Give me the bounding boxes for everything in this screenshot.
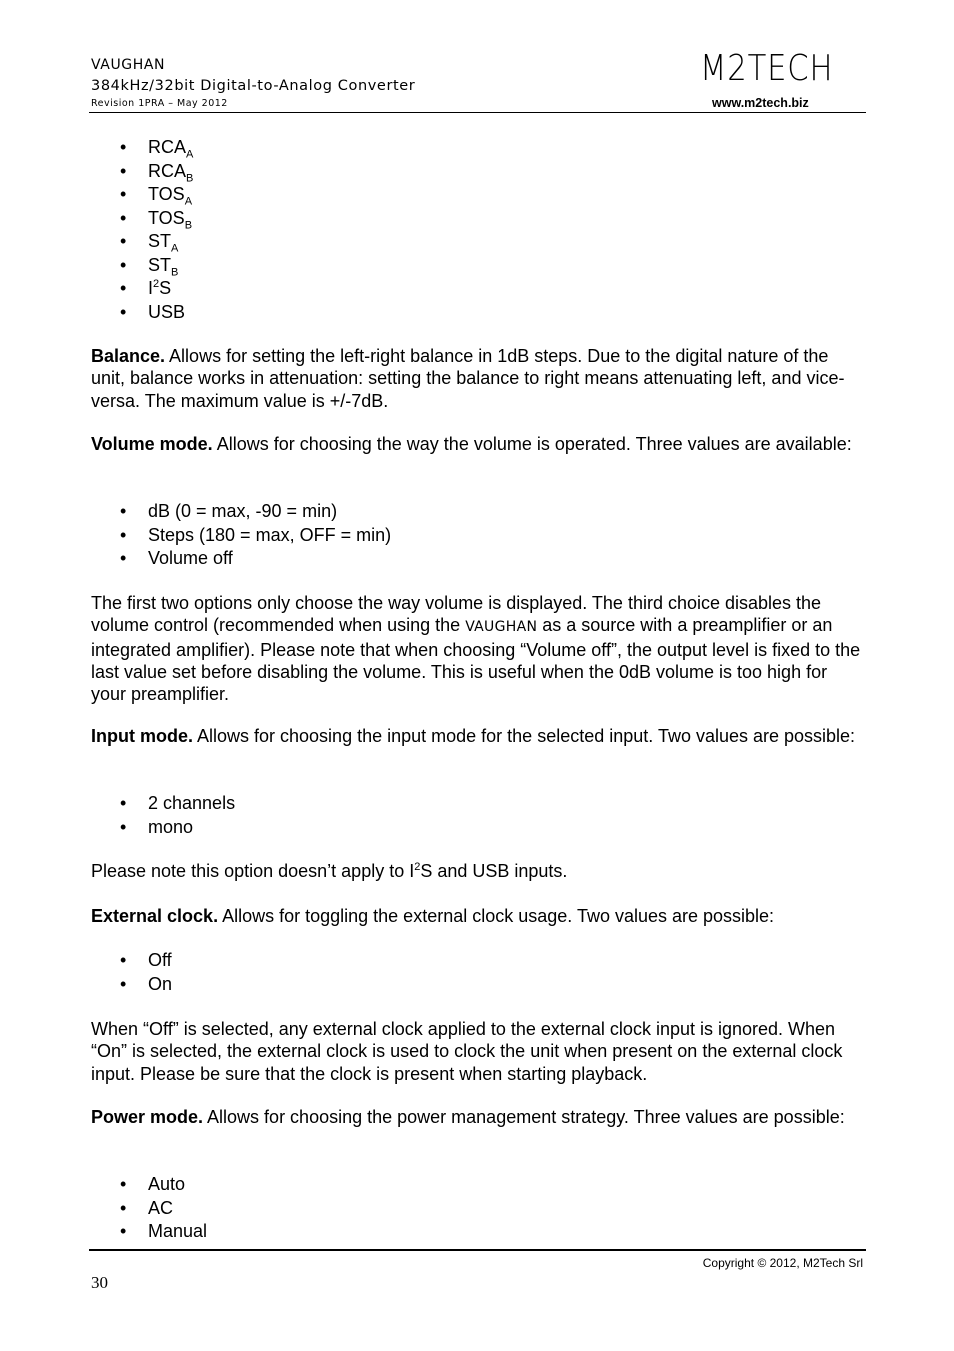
power-mode-text: Allows for choosing the power management strategy. Three values are possible: bbox=[203, 1107, 845, 1127]
bullet-icon: • bbox=[120, 1174, 127, 1194]
header-product-subtitle: 384kHz/32bit Digital-to-Analog Converter bbox=[91, 78, 416, 94]
input-mode-text: Allows for choosing the input mode for the selected input. Two values are possible: bbox=[193, 726, 856, 746]
list-item: • USB bbox=[91, 301, 193, 325]
page-number: 30 bbox=[91, 1273, 108, 1292]
bullet-icon: • bbox=[120, 254, 127, 275]
power-mode-heading: Power mode. bbox=[91, 1107, 204, 1127]
header-product-name: VAUGHAN bbox=[91, 57, 166, 73]
bullet-icon: • bbox=[120, 816, 127, 837]
brand-logo: M2TECH bbox=[700, 48, 834, 89]
input-mode-options bbox=[91, 792, 235, 839]
input-mode-note: Please note this option doesn’t apply to $I^2S$ and USB inputs. bbox=[91, 861, 568, 881]
external-clock-heading: External clock. bbox=[91, 906, 219, 926]
balance-text: Allows for setting the left-right balance in 1dB steps. Due to the digital nature of the unit, balance works in attenuation: setting the balance to right means attenuating left, and vice-versa. The maximum value is +/-7dB. bbox=[91, 346, 845, 411]
input-mode-heading: Input mode. bbox=[91, 726, 193, 746]
bullet-icon: • bbox=[120, 973, 127, 994]
bullet-icon: • bbox=[120, 231, 127, 251]
bullet-icon: • bbox=[120, 793, 127, 813]
list-item: • Off bbox=[91, 949, 172, 973]
balance-heading: Balance. bbox=[91, 346, 166, 366]
list-item: • $RCA_A$ bbox=[120, 137, 194, 161]
list-item: • Manual bbox=[91, 1220, 207, 1244]
volume-mode-options bbox=[91, 500, 391, 571]
bullet-icon: • bbox=[120, 160, 127, 181]
list-item: • $I^2S$ bbox=[91, 277, 193, 301]
bullet-icon: • bbox=[120, 207, 127, 228]
power-mode-options bbox=[91, 1173, 207, 1244]
bullet-icon: • bbox=[120, 548, 127, 568]
list-item: • Auto bbox=[91, 1173, 207, 1197]
list-item: • Volume off bbox=[91, 547, 391, 571]
bullet-icon: • bbox=[120, 524, 127, 545]
external-clock-note: When “Off” is selected, any external clock applied to the external clock input is ignored. When “On” is selected, the external clock is used to clock the unit when present on the external clock input. Please be sure that the clock is present when starting playback. bbox=[91, 1019, 843, 1084]
list-item: • 2 channels bbox=[91, 792, 235, 816]
list-item: • dB (0 = max, -90 = min) bbox=[91, 500, 391, 524]
list-item: • $TOS_B$ bbox=[120, 207, 193, 232]
copyright-notice: Copyright © 2012, M2Tech Srl bbox=[702, 1256, 863, 1270]
volume-mode-heading: Volume mode. bbox=[91, 434, 213, 454]
external-clock-paragraph bbox=[91, 905, 861, 927]
bullet-icon: • bbox=[120, 1197, 127, 1218]
list-item: • On bbox=[91, 973, 172, 997]
header-revision: Revision 1PRA – May 2012 bbox=[91, 98, 228, 109]
volume-mode-note: The first two options only choose the way volume is displayed. The third choice disables the volume control (recommended when using the VAUGHAN as a source with a preamplifier or an integrated amplifier). Please note that when choosing “Volume off”, the output level is fixed to the last value set before disabling the volume. This is useful when the 0dB volume is too high for your preamplifier. bbox=[91, 593, 861, 705]
input-mode-paragraph bbox=[91, 725, 861, 747]
list-item: • AC bbox=[91, 1197, 207, 1221]
volume-mode-paragraph bbox=[91, 433, 861, 455]
bullet-icon: • bbox=[120, 501, 127, 521]
header-divider bbox=[89, 112, 866, 113]
external-clock-text: Allows for toggling the external clock usage. Two values are possible: bbox=[218, 906, 775, 926]
footer-divider bbox=[89, 1249, 866, 1251]
bullet-icon: • bbox=[120, 184, 127, 204]
power-mode-paragraph bbox=[91, 1106, 861, 1128]
list-item: • Steps (180 = max, OFF = min) bbox=[91, 524, 391, 548]
list-item: • $ST_B$ bbox=[120, 254, 179, 279]
product-name-inline: VAUGHAN bbox=[465, 619, 538, 636]
bullet-icon: • bbox=[120, 950, 127, 970]
list-item: • $RCA_B$ bbox=[120, 160, 194, 185]
external-clock-options bbox=[91, 949, 172, 996]
bullet-icon: • bbox=[120, 278, 127, 298]
volume-mode-text: Allows for choosing the way the volume is operated. Three values are available: bbox=[212, 434, 852, 454]
bullet-icon: • bbox=[120, 301, 127, 322]
header-website: www.m2tech.biz bbox=[712, 96, 809, 110]
list-item: • $TOS_A$ bbox=[120, 184, 193, 208]
bullet-icon: • bbox=[120, 1221, 127, 1241]
inputs-list bbox=[91, 136, 193, 324]
list-item: • mono bbox=[91, 816, 235, 840]
list-item: • $ST_A$ bbox=[120, 231, 179, 255]
balance-paragraph bbox=[91, 345, 861, 412]
bullet-icon: • bbox=[120, 137, 127, 157]
